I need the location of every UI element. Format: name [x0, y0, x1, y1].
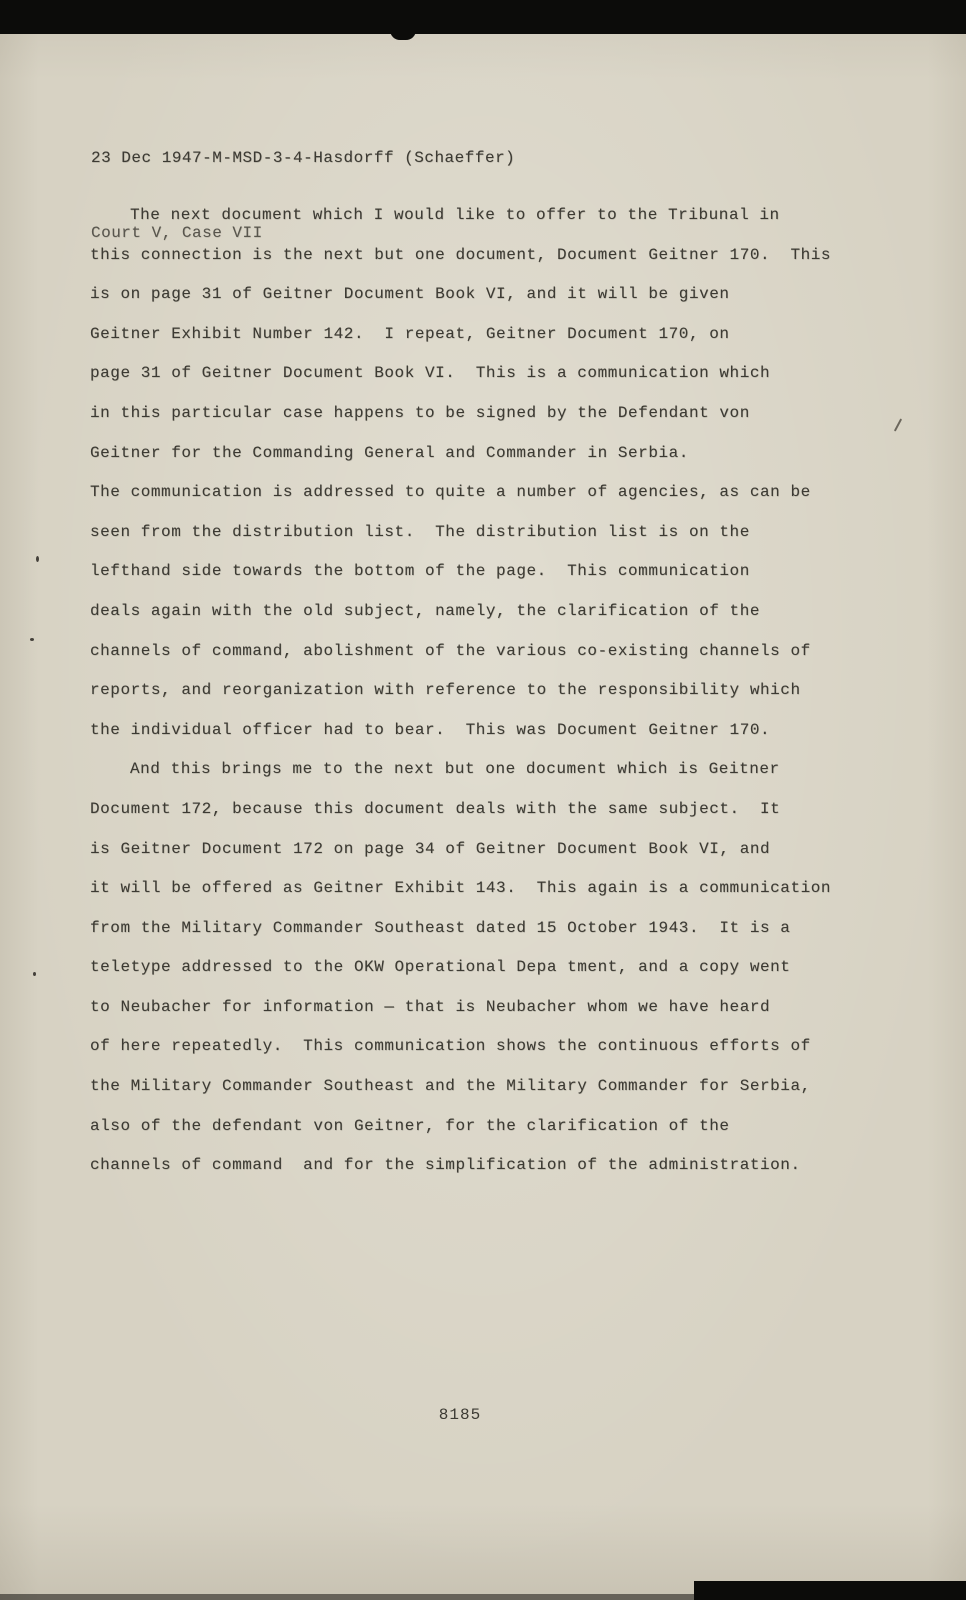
- text-line: The communication is addressed to quite a number of agencies, as can be: [90, 483, 811, 502]
- text-line: Document 172, because this document deals with the same subject. It: [90, 799, 781, 818]
- text-line: is Geitner Document 172 on page 34 of Geitner Document Book VI, and: [90, 839, 771, 858]
- text-line: Geitner Exhibit Number 142. I repeat, Geitner Document 170, on: [90, 324, 730, 343]
- text-line: Geitner for the Commanding General and Commander in Serbia.: [90, 443, 689, 462]
- text-line: to Neubacher for information — that is Neubacher whom we have heard: [90, 997, 771, 1016]
- text-line: teletype addressed to the OKW Operational Depa tment, and a copy went: [90, 958, 791, 977]
- text-line: from the Military Commander Southeast dated 15 October 1943. It is a: [90, 918, 791, 937]
- paragraph-1: [90, 196, 880, 750]
- text-line: of here repeatedly. This communication shows the continuous efforts of: [90, 1037, 811, 1056]
- text-line: also of the defendant von Geitner, for the clarification of the: [90, 1116, 730, 1135]
- scan-scratch: [894, 418, 902, 431]
- text-line: channels of command and for the simplification of the administration.: [90, 1156, 801, 1175]
- text-line: page 31 of Geitner Document Book VI. This is a communication which: [90, 364, 771, 383]
- text-line: in this particular case happens to be signed by the Defendant von: [90, 403, 750, 422]
- text-line: the individual officer had to bear. This was Document Geitner 170.: [90, 720, 771, 739]
- text-line: this connection is the next but one document, Document Geitner 170. This: [90, 245, 832, 264]
- text-line: channels of command, abolishment of the various co-existing channels of: [90, 641, 811, 660]
- ink-speck: [36, 556, 39, 562]
- header-case-line: 23 Dec 1947-M-MSD-3-4-Hasdorff (Schaeffer): [91, 149, 516, 167]
- text-line: the Military Commander Southeast and the Military Commander for Serbia,: [90, 1077, 811, 1096]
- header-court-line: Court V, Case VII: [91, 224, 263, 242]
- scan-edge-bottom-right: [694, 1581, 966, 1600]
- page-number: 8185: [438, 1406, 482, 1424]
- text-line: The next document which I would like to offer to the Tribunal in: [130, 206, 780, 224]
- ink-speck: [33, 972, 36, 976]
- ink-speck: [30, 638, 34, 641]
- text-line: it will be offered as Geitner Exhibit 143. This again is a communication: [90, 879, 832, 898]
- text-line: reports, and reorganization with reference to the responsibility which: [90, 681, 801, 700]
- text-line: And this brings me to the next but one document which is Geitner: [130, 760, 780, 779]
- scan-edge-top: [0, 0, 966, 34]
- text-line: lefthand side towards the bottom of the page. This communication: [90, 562, 750, 581]
- document-body: [90, 196, 880, 1186]
- text-line: deals again with the old subject, namely, the clarification of the: [90, 601, 761, 620]
- text-line: is on page 31 of Geitner Document Book VI, and it will be given: [90, 285, 730, 304]
- text-line: seen from the distribution list. The distribution list is on the: [90, 522, 750, 541]
- paragraph-2: [90, 750, 880, 1186]
